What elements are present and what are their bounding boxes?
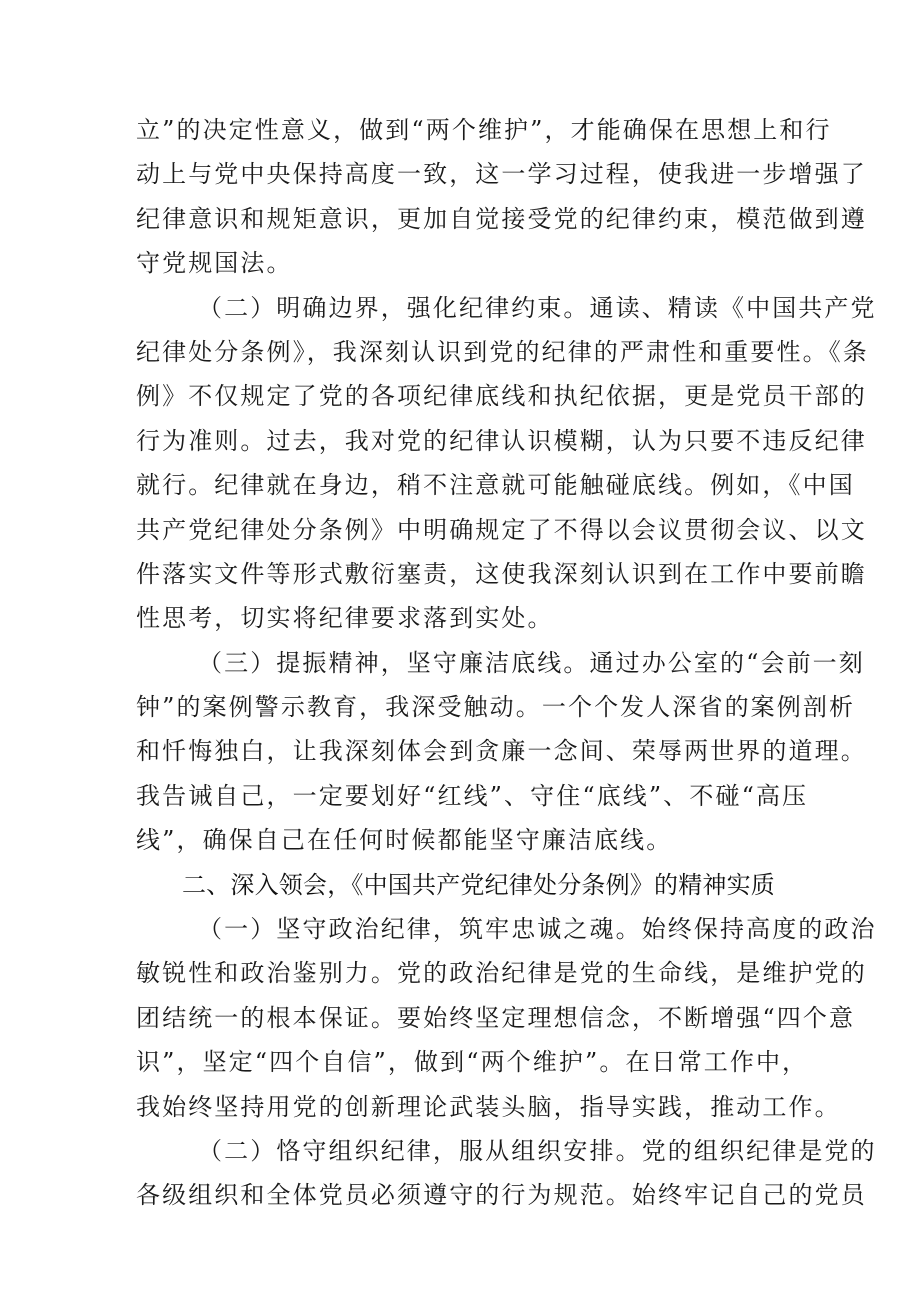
body-line: 动上与党中央保持高度一致，这一学习过程，使我进一步增强了	[136, 160, 867, 189]
body-line: 线”，确保自己在任何时候都能坚守廉洁底线。	[136, 826, 673, 855]
body-line: 各级组织和全体党员必须遵守的行为规范。始终牢记自己的党员	[136, 1181, 867, 1210]
paragraph-start-line: （二）恪守组织纪律，服从组织安排。党的组织纪律是党的	[198, 1136, 877, 1165]
body-line: 团结统一的根本保证。要始终坚定理想信念，不断增强“四个意	[136, 1003, 856, 1032]
body-line: 我始终坚持用党的创新理论武装头脑，指导实践，推动工作。	[136, 1092, 841, 1121]
body-line: 纪律意识和规矩意识，更加自觉接受党的纪律约束，模范做到遵	[136, 204, 867, 233]
document-body	[136, 108, 877, 1218]
body-line: 我告诫自己，一定要划好“红线”、守住“底线”、不碰“高压	[136, 781, 809, 810]
paragraph-start-line: （一）坚守政治纪律，筑牢忠诚之魂。始终保持高度的政治	[198, 915, 877, 944]
section-heading: 二、深入领会，《中国共产党纪律处分条例》的精神实质	[182, 870, 775, 899]
body-line: 件落实文件等形式敷衍塞责，这使我深刻认识到在工作中要前瞻	[136, 559, 867, 588]
body-line: 立”的决定性意义，做到“两个维护”，才能确保在思想上和行	[136, 116, 832, 144]
body-line: 例》不仅规定了党的各项纪律底线和执纪依据，更是党员干部的	[136, 382, 867, 411]
body-line: 纪律处分条例》，我深刻认识到党的纪律的严肃性和重要性。《条	[136, 337, 869, 366]
body-line: 钟”的案例警示教育，我深受触动。一个个发人深省的案例剖析	[136, 693, 856, 722]
body-line: 敏锐性和政治鉴别力。党的政治纪律是党的生命线，是维护党的	[136, 959, 867, 988]
body-line: 就行。纪律就在身边，稍不注意就可能触碰底线。例如，《中国	[136, 471, 855, 500]
body-line: 行为准则。过去，我对党的纪律认识模糊，认为只要不违反纪律	[136, 426, 867, 455]
body-line: 性思考，切实将纪律要求落到实处。	[136, 604, 554, 633]
body-line: 识”，坚定“四个自信”，做到“两个维护”。在日常工作中，	[136, 1048, 809, 1077]
paragraph-start-line: （二）明确边界，强化纪律约束。通读、精读《中国共产党	[198, 293, 877, 322]
body-line: 守党规国法。	[136, 249, 293, 278]
body-line: 共产党纪律处分条例》中明确规定了不得以会议贯彻会议、以文	[136, 515, 867, 544]
body-line: 和忏悔独白，让我深刻体会到贪廉一念间、荣辱两世界的道理。	[136, 737, 867, 766]
paragraph-start-line: （三）提振精神，坚守廉洁底线。通过办公室的“会前一刻	[198, 648, 865, 677]
